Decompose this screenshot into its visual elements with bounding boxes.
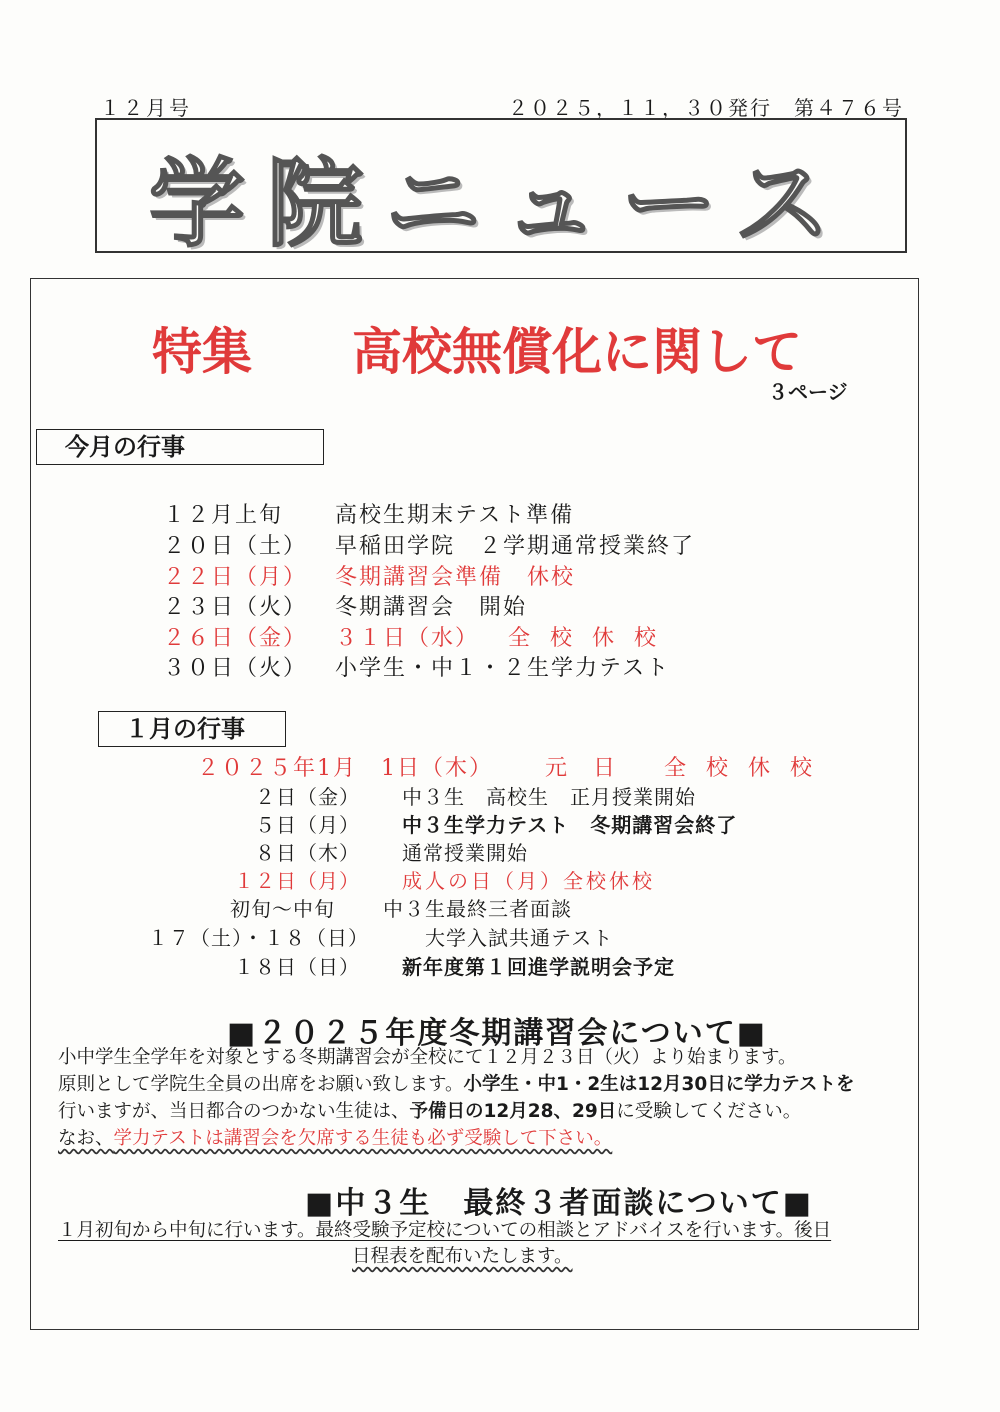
dec-date-4: ２３日（火） [163, 595, 308, 620]
winter-course-heading: ■２０２５年度冬期講習会について■ [227, 1016, 768, 1051]
masthead-title: 学院ニュース [149, 148, 853, 260]
feature-label: 特集 [152, 323, 252, 381]
feature-title [152, 312, 802, 384]
jan-text-4: 通常授業開始 [402, 841, 528, 865]
feature-page-ref: ３ページ [768, 380, 848, 404]
december-heading: 今月の行事 [36, 429, 324, 465]
dec-text-2: 早稲田学院 ２学期通常授業終了 [335, 534, 696, 559]
interview-heading: ■中３生 最終３者面談について■ [305, 1186, 814, 1221]
winter-course-line-2a: 原則として学院生全員の出席をお願い致します。 [58, 1074, 464, 1095]
masthead [95, 118, 907, 260]
interview-line-2: 日程表を配布いたします。 [352, 1246, 573, 1267]
dec-date-1: １２月上旬 [163, 503, 284, 528]
jan-date-4: ８日（木） [255, 841, 360, 865]
jan-date-1: ２０２５年1月 1日（木） [197, 756, 493, 781]
jan-text-8: 新年度第１回進学説明会予定 [402, 955, 675, 979]
dec-text-6: 小学生・中１・２生学力テスト [335, 656, 671, 681]
jan-text-5: 成人の日（月）全校休校 [402, 869, 655, 893]
winter-course-line-2 [58, 1072, 855, 1098]
jan-text-6: 中３生最終三者面談 [383, 897, 572, 921]
jan-date-6: 初旬～中旬 [230, 897, 335, 921]
jan-text-1: 元 日 [545, 756, 618, 781]
jan-text-7: 大学入試共通テスト [425, 926, 614, 950]
issue-date-number: ２０２５，１１，３０発行 第４７６号 [508, 96, 904, 120]
jan-date-8: １８日（日） [234, 955, 360, 979]
winter-course-line-4 [58, 1126, 612, 1152]
winter-course-line-2b: 小学生・中1・2生は12月30日に学力テストを [463, 1074, 855, 1095]
dec-text-1: 高校生期末テスト準備 [335, 503, 575, 528]
issue-month: １２月号 [100, 96, 192, 120]
dec-date-2: ２０日（土） [163, 534, 308, 559]
winter-course-line-1: 小中学生全学年を対象とする冬期講習会が全校にて１２月２３日（火）より始まります。 [58, 1047, 797, 1068]
jan-text-1b: 全校休校 [664, 756, 833, 781]
dec-date-3: ２２日（月） [163, 565, 308, 590]
feature-subject: 高校無償化に関して [352, 323, 802, 381]
jan-date-7: １７（土）・１８（日） [148, 926, 369, 950]
winter-course-line-3b: 予備日の12月28、29日 [409, 1101, 617, 1122]
dec-text-4: 冬期講習会 開始 [335, 595, 528, 620]
jan-text-3: 中３生学力テスト 冬期講習会終了 [402, 813, 738, 837]
jan-date-5: １２日（月） [234, 869, 360, 893]
jan-date-3: ５日（月） [255, 813, 360, 837]
dec-text-3: 冬期講習会準備 休校 [335, 565, 576, 590]
dec-date-5: ２６日（金） [163, 626, 308, 651]
jan-date-2: ２日（金） [255, 785, 360, 809]
jan-text-2: 中３生 高校生 正月授業開始 [402, 785, 696, 809]
january-heading: １月の行事 [98, 711, 286, 747]
winter-course-line-3a: 行いますが、当日都合のつかない生徒は、 [58, 1101, 410, 1122]
dec-text-5: ３１日（水） [335, 626, 480, 651]
winter-course-line-4b: 学力テストは講習会を欠席する生徒も必ず受験して下さい。 [113, 1128, 613, 1149]
winter-course-line-3 [58, 1099, 801, 1125]
winter-course-line-3c: に受験してください。 [616, 1101, 802, 1122]
interview-line-1: １月初旬から中旬に行います。最終受験予定校についての相談とアドバイスを行います。後日 [58, 1220, 832, 1241]
winter-course-line-4a: なお、 [58, 1128, 114, 1149]
dec-date-6: ３０日（火） [163, 656, 308, 681]
dec-text-5b: 全校休校 [508, 626, 677, 651]
